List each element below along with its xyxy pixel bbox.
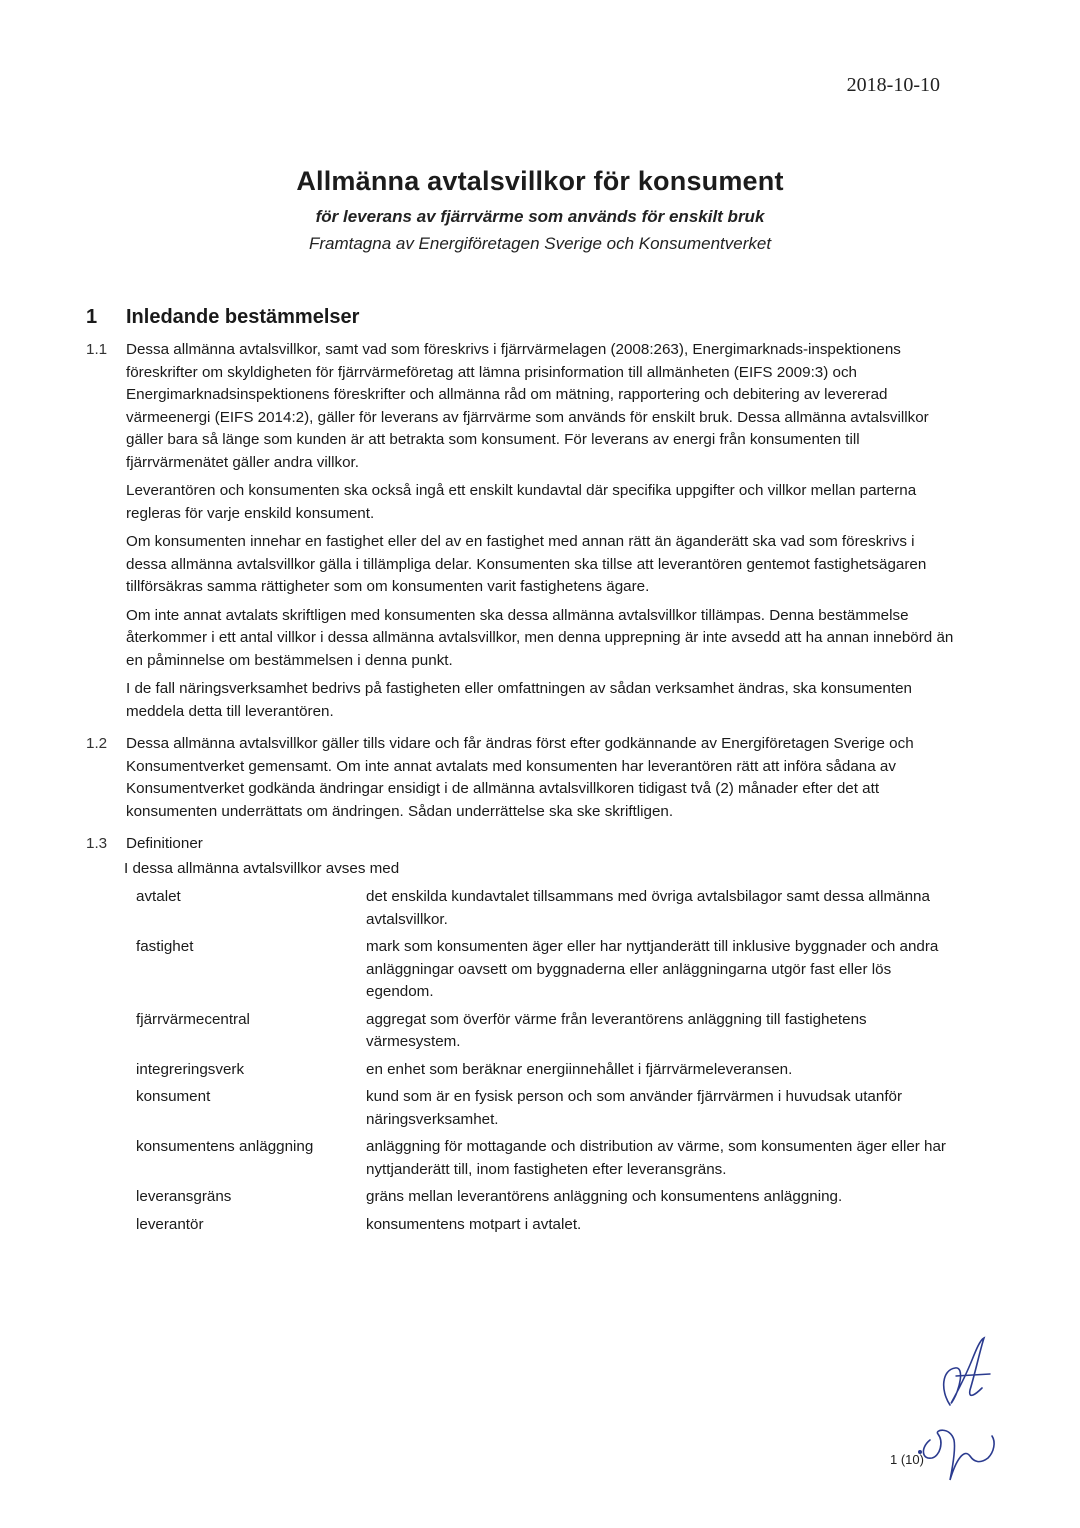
clause-number: 1.2 (86, 735, 108, 752)
definition-text: konsumentens motpart i avtalet. (366, 1215, 582, 1233)
clause-number: 1.3 (86, 835, 108, 852)
clause-heading: Definitioner (126, 835, 203, 852)
definition-row (126, 936, 956, 1004)
definition-row (126, 886, 956, 931)
document-subtitle: för leverans av fjärrvärme som används för enskilt bruk (315, 207, 765, 226)
handwritten-initials-signature (910, 1330, 1030, 1490)
definition-term: leveransgräns (136, 1188, 232, 1205)
paragraph: Dessa allmänna avtalsvillkor, samt vad som föreskrivs i fjärrvärmelagen (2008:263), Energimarknads-inspektionens föreskrifter om skyldigheten för fjärrvärmeföretag att lämna prisinformation till allmänheten (EIFS 2009:3) och Energimarknadsinspektionens föreskrifter och allmänna råd om mätning, rapportering och debitering av levererad värmeenergi (EIFS 2014:2), gäller för leverans av fjärrvärme som används för enskilt bruk. Dessa allmänna avtalsvillkor gäller bara så länge som kunden är att betrakta som konsument. För leverans av energi från konsumenten till fjärrvärmenätet gäller andra villkor. (126, 341, 929, 471)
definition-text: gräns mellan leverantörens anläggning och konsumentens anläggning. (366, 1188, 843, 1205)
section-heading (86, 306, 956, 329)
definitions-list (126, 886, 956, 1236)
definition-row (126, 1214, 956, 1237)
paragraph: Leverantören och konsumenten ska också ingå ett enskilt kundavtal där specifika uppgifter och villkor mellan parterna regleras för varje enskild konsument. (126, 482, 917, 522)
section-title: Inledande bestämmelser (126, 306, 360, 328)
paragraph: Dessa allmänna avtalsvillkor gäller tills vidare och får ändras först efter godkännande av Energiföretagen Sverige och Konsumentverket gemensamt. Om inte annat avtalats med konsumenten har leverantören rätt att införa sådana av Konsumentverket godkända ändringar ensidigt i de allmänna avtalsvillkoren tidigast två (2) månader efter det att konsumenten underrättats om ändringen. Sådan underrättelse ska ske skriftligen. (126, 735, 914, 820)
definition-term: fastighet (136, 938, 194, 955)
definition-text: det enskilda kundavtalet tillsammans med övriga avtalsbilagor samt dessa allmänna avtalsvillkor. (366, 888, 930, 928)
paragraph: Om inte annat avtalats skriftligen med konsumenten ska dessa allmänna avtalsvillkor tillämpas. Denna bestämmelse återkommer i ett antal villkor i dessa allmänna avtalsvillkor, men denna upprepning är inte avsedd att ha annan innebörd än en påminnelse om bestämmelsen i denna punkt. (126, 606, 954, 669)
definition-term: leverantör (136, 1215, 204, 1233)
definition-text: kund som är en fysisk person och som använder fjärrvärmen i huvudsak utanför näringsverksamhet. (366, 1088, 903, 1128)
definition-term: konsumentens anläggning (136, 1138, 314, 1155)
definition-row (126, 1059, 956, 1082)
definition-term: integreringsverk (136, 1060, 245, 1078)
definition-term: konsument (136, 1088, 211, 1105)
definition-row (126, 1009, 956, 1054)
document-title: Allmänna avtalsvillkor för konsument (296, 166, 784, 196)
definition-row (126, 1186, 956, 1209)
clause-1-3 (86, 833, 956, 1241)
definitions-intro: I dessa allmänna avtalsvillkor avses med (124, 859, 400, 877)
paragraph: Om konsumenten innehar en fastighet eller del av en fastighet med annan rätt än äganderätt ska vad som föreskrivs i dessa allmänna avtalsvillkor gälla i tillämpliga delar. Konsumenten ska tillse att leverantören gentemot fastighetsägaren tillförsäkras samma rättigheter som om konsumenten varit fastighetens ägare. (126, 533, 927, 595)
title-block (0, 166, 1080, 254)
clause-body (126, 733, 956, 829)
clause-1-1 (86, 339, 956, 729)
definition-text: mark som konsumenten äger eller har nyttjanderätt till inklusive byggnader och andra anläggningar oavsett om byggnaderna eller anläggningarna utgör fast eller lös egendom. (366, 938, 939, 1000)
clause-body (126, 833, 956, 1241)
definition-row (126, 1086, 956, 1131)
definition-text: en enhet som beräknar energiinnehållet i fjärrvärmeleveransen. (366, 1060, 793, 1078)
definition-term: avtalet (136, 888, 181, 905)
definition-row (126, 1136, 956, 1181)
page-number: 1 (10) (890, 1452, 924, 1467)
definition-text: aggregat som överför värme från leverantörens anläggning till fastighetens värmesystem. (366, 1010, 867, 1050)
paragraph: I de fall näringsverksamhet bedrivs på fastigheten eller omfattningen av sådan verksamhet ändras, ska konsumenten meddela detta till leverantören. (126, 680, 912, 720)
document-date: 2018-10-10 (846, 74, 940, 96)
document-authors: Framtagna av Energiföretagen Sverige och Konsumentverket (308, 234, 772, 253)
definition-text: anläggning för mottagande och distribution av värme, som konsumenten äger eller har nyttjanderätt till, inom fastigheten efter leveransgräns. (366, 1138, 946, 1178)
clause-body (126, 339, 956, 729)
clause-number: 1.1 (86, 341, 108, 358)
section-1 (86, 306, 956, 1245)
definition-term: fjärrvärmecentral (136, 1010, 250, 1028)
section-number: 1 (86, 306, 98, 328)
clause-1-2 (86, 733, 956, 829)
